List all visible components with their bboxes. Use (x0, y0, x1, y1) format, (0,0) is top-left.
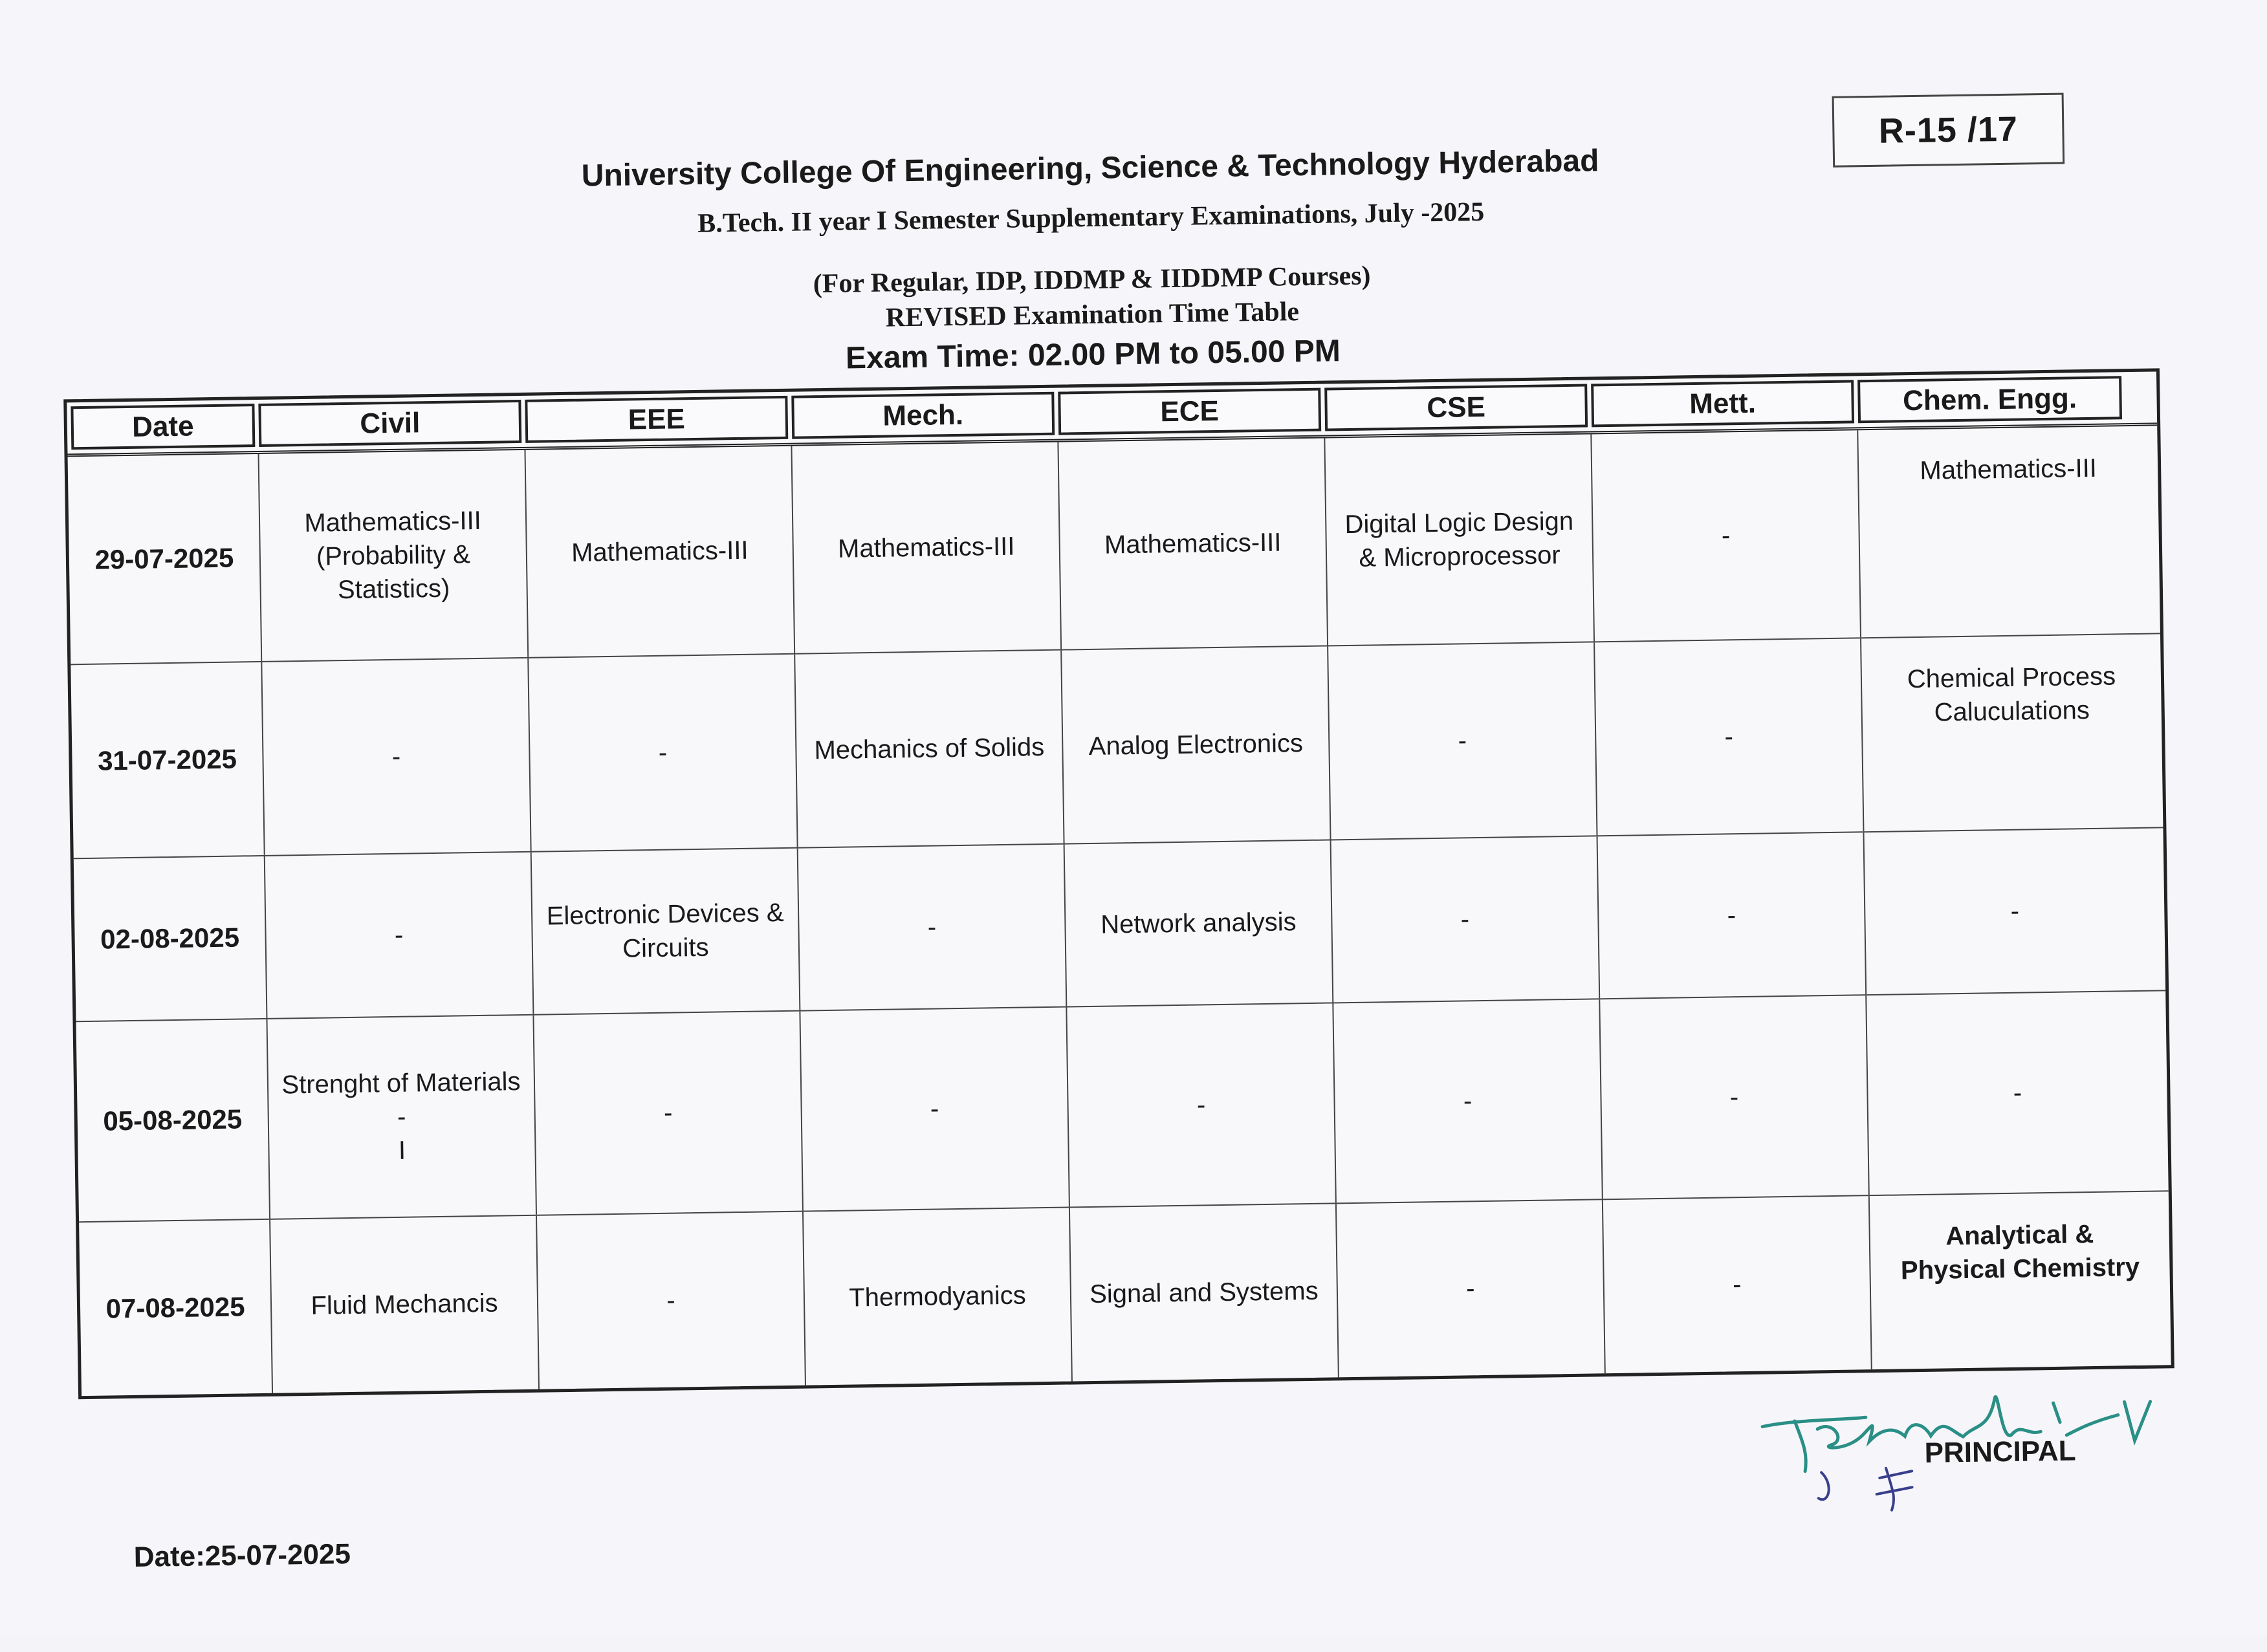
subject-cell: - (262, 658, 531, 855)
exam-subtitle: B.Tech. II year I Semester Supplementary Examinations, July -2025 (697, 197, 1485, 239)
subject-cell: - (798, 845, 1068, 1010)
courses-line: (For Regular, IDP, IDDMP & IIDDMP Courses) (813, 261, 1371, 299)
header-date: Date (71, 404, 255, 450)
subject-cell: - (1598, 832, 1867, 998)
subject-cell: Signal and Systems (1070, 1204, 1339, 1381)
subject-cell: - (1328, 642, 1597, 839)
subject-cell: - (800, 1008, 1070, 1211)
header-chem-engg: Chem. Engg. (1857, 376, 2122, 423)
header-eee: EEE (525, 396, 788, 443)
initials-mark (1815, 1458, 1919, 1517)
date-cell: 07-08-2025 (79, 1220, 273, 1396)
subject-cell: - (1595, 638, 1864, 835)
subject-cell: Analog Electronics (1062, 646, 1331, 843)
subject-cell: - (1600, 995, 1870, 1199)
subject-cell: Mathematics-III (Probability & Statistics) (259, 450, 529, 661)
subject-cell: Digital Logic Design & Microprocessor (1325, 434, 1595, 645)
date-cell: 31-07-2025 (71, 662, 265, 858)
subject-cell: Mechanics of Solids (795, 651, 1064, 847)
date-cell: 29-07-2025 (68, 454, 263, 664)
subject-cell: Mathematics-III (525, 446, 795, 657)
timetable-title: REVISED Examination Time Table (885, 297, 1300, 333)
subject-cell: - (1067, 1003, 1337, 1206)
subject-cell: - (1603, 1196, 1872, 1373)
institution-title: University College Of Engineering, Science & Technology Hyderabad (581, 144, 1599, 193)
header-ece: ECE (1058, 388, 1321, 435)
issue-date: Date:25-07-2025 (133, 1538, 351, 1574)
subject-cell: - (1333, 999, 1603, 1202)
subject-cell: - (2013, 1078, 2022, 1107)
signatory-label: PRINCIPAL (1924, 1435, 2076, 1469)
table-row (76, 991, 2169, 1223)
header-mech: Mech. (791, 392, 1055, 439)
header-mett: Mett. (1591, 380, 1854, 427)
subject-cell: - (529, 655, 798, 851)
subject-cell: Mathematics-III (1920, 453, 2097, 485)
subject-cell: - (2010, 897, 2020, 926)
subject-cell: Mathematics-III (1058, 439, 1328, 649)
document-code-box: R-15 /17 (1832, 93, 2065, 168)
subject-cell: - (534, 1012, 804, 1215)
subject-cell: Network analysis (1065, 840, 1334, 1006)
table-body (68, 426, 2171, 1396)
subject-cell: Mathematics-III (792, 442, 1062, 653)
subject-cell: - (265, 853, 534, 1018)
subject-cell: Electronic Devices & Circuits (532, 849, 801, 1014)
table-row (79, 1191, 2171, 1396)
header-civil: Civil (258, 400, 521, 447)
subject-cell: Strenght of Materials - I (267, 1016, 537, 1219)
subject-cell: Chemical Process Caluculations (1907, 662, 2116, 727)
date-cell: 02-08-2025 (74, 856, 268, 1021)
subject-cell: Analytical & Physical Chemistry (1900, 1220, 2140, 1285)
subject-cell: - (1331, 836, 1601, 1002)
subject-cell: - (1337, 1200, 1606, 1377)
exam-time: Exam Time: 02.00 PM to 05.00 PM (845, 334, 1341, 376)
subject-cell: - (537, 1212, 806, 1389)
header-cse: CSE (1324, 384, 1588, 431)
timetable (63, 368, 2174, 1399)
subject-cell: Fluid Mechancis (270, 1216, 540, 1393)
table-row (68, 426, 2160, 665)
subject-cell: - (1592, 430, 1861, 641)
table-row (74, 828, 2165, 1022)
table-row (71, 634, 2163, 859)
subject-cell: Thermodyanics (804, 1208, 1073, 1385)
date-cell: 05-08-2025 (76, 1019, 271, 1221)
